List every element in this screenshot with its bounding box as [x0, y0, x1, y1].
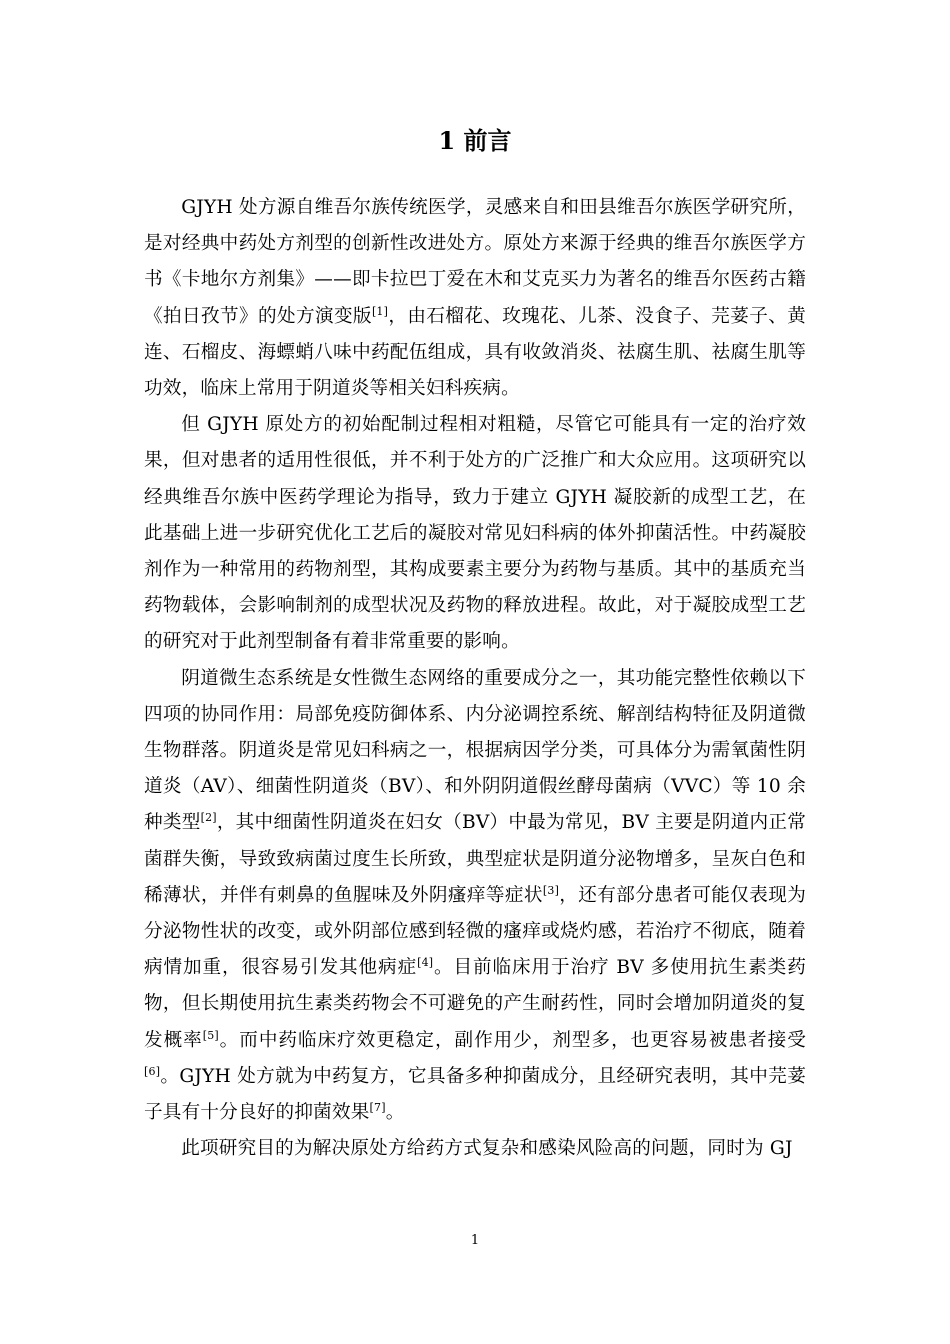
paragraph [144, 1131, 806, 1167]
text-run: ，由石榴花、玫瑰花、儿茶、没食子、芫荽子、黄连、石榴皮、海螵蛸八味中药配伍组成，具有收敛消炎、祛腐生肌、祛腐生肌等功效，临床上常用于阴道炎等相关妇科疾病。 [144, 305, 806, 400]
text-run: 。GJYH 处方就为中药复方，它具备多种抑菌成分，且经研究表明，其中芫荽子具有十分良好的抑菌效果 [144, 1065, 806, 1124]
section-heading: 1 前言 [438, 126, 512, 155]
citation-mark[interactable]: [1] [371, 304, 389, 318]
citation-mark[interactable]: [5] [202, 1028, 219, 1042]
text-run: 。而中药临床疗效更稳定，副作用少，剂型多，也更容易被患者接受 [218, 1029, 806, 1051]
paragraph [144, 407, 806, 660]
citation-mark[interactable]: [3] [542, 883, 560, 897]
body-text [144, 190, 806, 1167]
page-number: 1 [470, 1233, 480, 1248]
paragraph [144, 190, 806, 407]
text-run: 。 [385, 1102, 405, 1124]
text-run: 。目前临床用于治疗 BV 多使用抗生素类药物，但长期使用抗生素类药物会不可避免的产生耐药性，同时会增加阴道炎的复发概率 [144, 957, 806, 1051]
text-run: ，还有部分患者可能仅表现为分泌物性状的改变，或外阴部位感到轻微的瘙痒或烧灼感，若治疗不彻底，随着病情加重，很容易引发其他病症 [144, 884, 807, 979]
citation-mark[interactable]: [6] [144, 1064, 161, 1078]
citation-mark[interactable]: [4] [417, 956, 434, 970]
citation-mark[interactable]: [2] [200, 811, 217, 825]
text-run: 但 GJYH 原处方的初始配制过程相对粗糙，尽管它可能具有一定的治疗效果，但对患者的适用性很低，并不利于处方的广泛推广和大众应用。这项研究以经典维吾尔族中医药学理论为指导，致力于建立 GJYH 凝胶新的成型工艺，在此基础上进一步研究优化工艺后的凝胶对常见妇科病的体外抑菌活性。中药凝胶剂作为一种常用的药物剂型，其构成要素主要分为药物与基质。其中的基质充当药物载体，会影响制剂的成型状况及药物的释放进程。故此，对于凝胶成型工艺的研究对于此剂型制备有着非常重要的影响。 [144, 414, 806, 653]
text-run: ，其中细菌性阴道炎在妇女（BV）中最为常见，BV 主要是阴道内正常菌群失衡，导致致病菌过度生长所致，典型症状是阴道分泌物增多，呈灰白色和稀薄状，并伴有刺鼻的鱼腥味及外阴瘙痒等症状 [144, 812, 806, 906]
text-run: 此项研究目的为解决原处方给药方式复杂和感染风险高的问题，同时为 GJ [181, 1138, 793, 1160]
paragraph [144, 661, 806, 1132]
text-run: GJYH 处方源自维吾尔族传统医学，灵感来自和田县维吾尔族医学研究所，是对经典中药处方剂型的创新性改进处方。原处方来源于经典的维吾尔族医学方书《卡地尔方剂集》——即卡拉巴丁爱在木和艾克买力为著名的维吾尔医药古籍《拍日孜节》的处方演变版 [144, 197, 806, 327]
citation-mark[interactable]: [7] [369, 1100, 386, 1114]
text-run: 阴道微生态系统是女性微生态网络的重要成分之一，其功能完整性依赖以下四项的协同作用：局部免疫防御体系、内分泌调控系统、解剖结构特征及阴道微生物群落。阴道炎是常见妇科病之一，根据病因学分类，可具体分为需氧菌性阴道炎（AV）、细菌性阴道炎（BV）、和外阴阴道假丝酵母菌病（VVC）等 10 余种类型 [144, 667, 806, 834]
